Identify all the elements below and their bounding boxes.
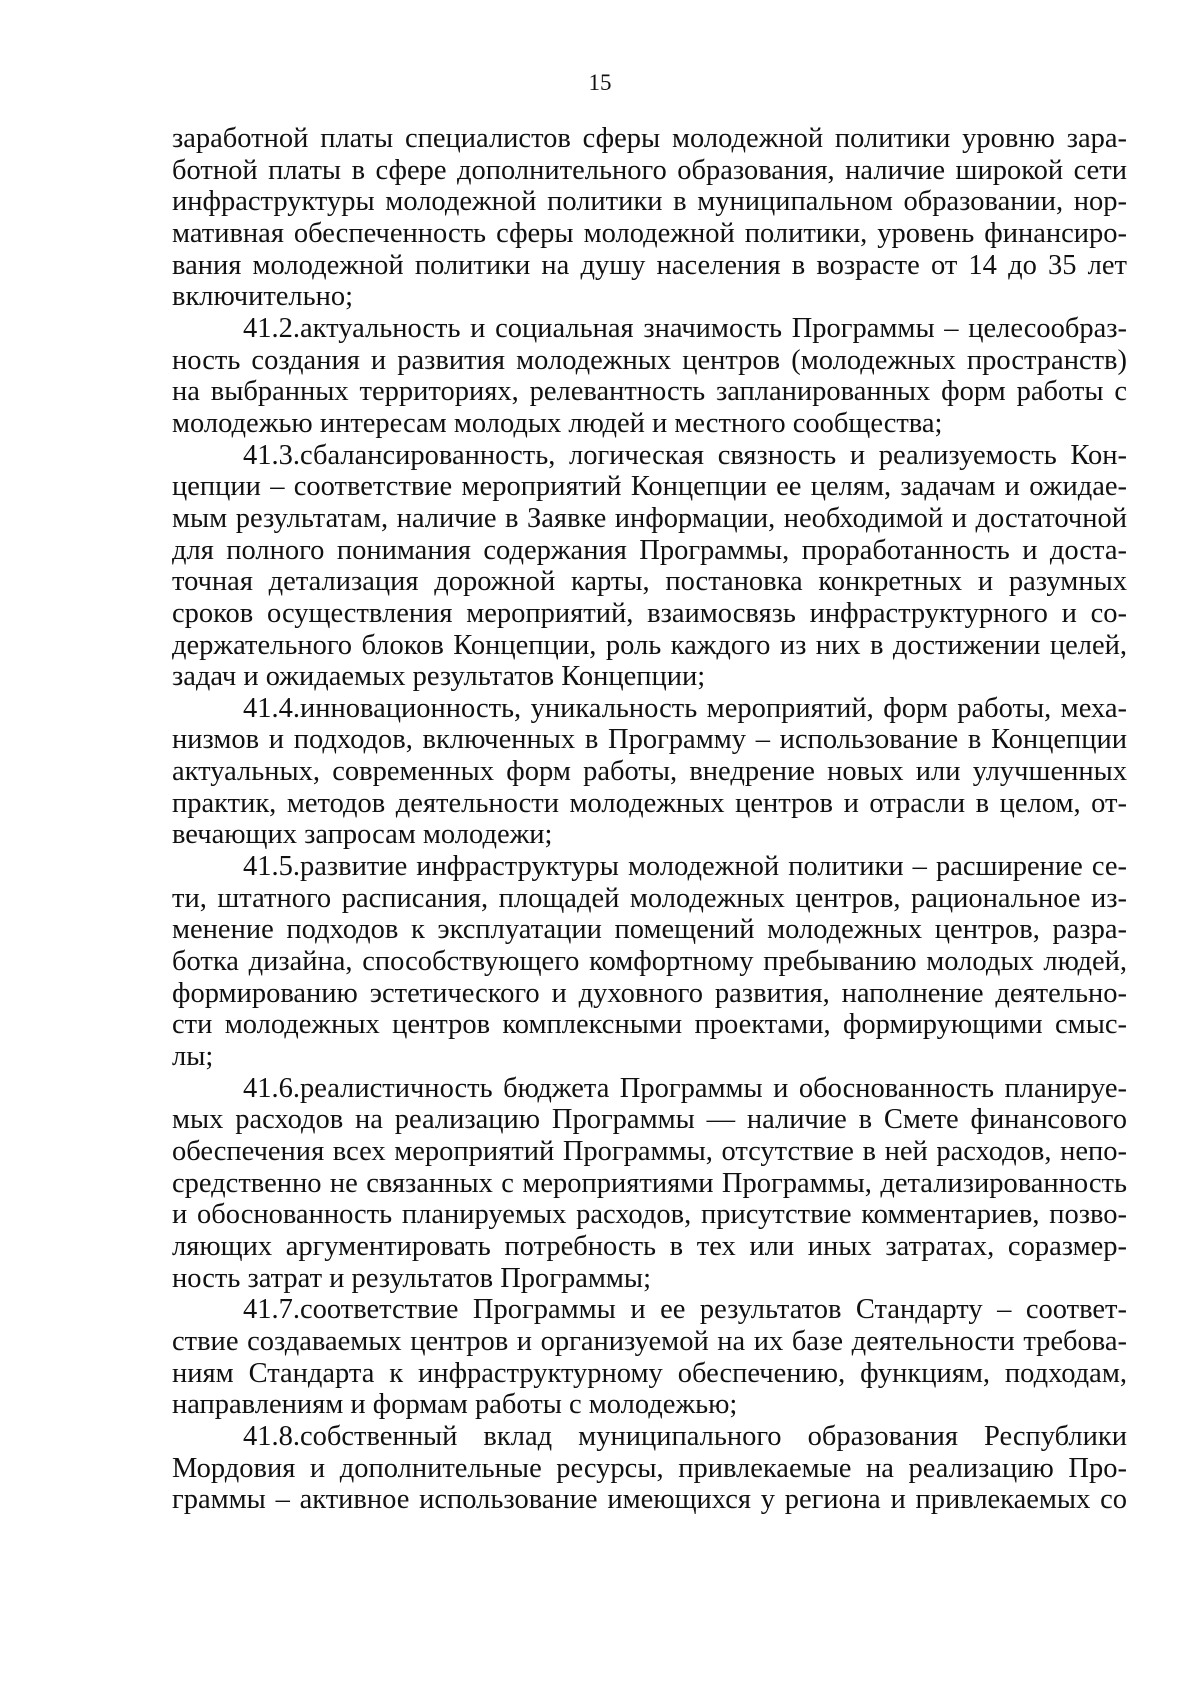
text-line: ти, штатного расписания, площадей молодежных центров, рациональное из- xyxy=(172,882,1127,914)
text-line: 41.2.актуальность и социальная значимость Программы – целесообраз- xyxy=(243,312,1127,344)
text-line: менение подходов к эксплуатации помещений молодежных центров, разра- xyxy=(172,914,1127,946)
text-line: включительно; xyxy=(172,281,354,313)
paragraph-41-7 xyxy=(172,1294,1127,1421)
document-body xyxy=(172,123,1127,1516)
paragraph-41-3 xyxy=(172,440,1127,693)
paragraph-41-6 xyxy=(172,1073,1127,1295)
text-line: обеспечения всех мероприятий Программы, отсутствие в ней расходов, непо- xyxy=(172,1136,1127,1167)
text-line: и обоснованность планируемых расходов, присутствие комментариев, позво- xyxy=(172,1199,1127,1231)
text-line: инфраструктуры молодежной политики в муниципальном образовании, нор- xyxy=(172,186,1127,218)
text-line: молодежью интересам молодых людей и местного сообщества; xyxy=(172,407,943,439)
text-line: ботной платы в сфере дополнительного образования, наличие широкой сети xyxy=(172,154,1127,186)
text-line: сроков осуществления мероприятий, взаимосвязь инфраструктурного и со- xyxy=(172,597,1127,629)
text-line: актуальных, современных форм работы, внедрение новых или улучшенных xyxy=(172,756,1127,788)
text-line: вания молодежной политики на душу населения в возрасте от 14 до 35 лет xyxy=(172,249,1127,281)
text-line: ствие создаваемых центров и организуемой на их базе деятельности требова- xyxy=(172,1325,1127,1357)
text-line: мативная обеспеченность сферы молодежной политики, уровень финансиро- xyxy=(172,217,1127,249)
text-line: Мордовия и дополнительные ресурсы, привлекаемые на реализацию Про- xyxy=(172,1452,1127,1484)
paragraph-41-4 xyxy=(172,693,1127,851)
text-line: на выбранных территориях, релевантность запланированных форм работы с xyxy=(172,376,1127,408)
text-line: заработной платы специалистов сферы молодежной политики уровню зара- xyxy=(172,123,1127,154)
text-line: 41.7.соответствие Программы и ее результатов Стандарту – соответ- xyxy=(243,1294,1127,1326)
text-line: направлениям и формам работы с молодежью; xyxy=(172,1389,738,1421)
page-number: 15 xyxy=(588,70,612,95)
text-line: 41.8.собственный вклад муниципального образования Республики xyxy=(243,1420,1127,1452)
text-line: низмов и подходов, включенных в Программу – использование в Концепции xyxy=(172,724,1127,756)
text-line: 41.3.сбалансированность, логическая связность и реализуемость Кон- xyxy=(243,439,1127,471)
text-line: задач и ожидаемых результатов Концепции; xyxy=(172,661,706,693)
text-line: формированию эстетического и духовного развития, наполнение деятельно- xyxy=(172,977,1127,1009)
text-line: средственно не связанных с мероприятиями Программы, детализированность xyxy=(172,1167,1127,1199)
text-line: ляющих аргументировать потребность в тех или иных затратах, соразмер- xyxy=(172,1230,1127,1262)
text-line: точная детализация дорожной карты, постановка конкретных и разумных xyxy=(172,566,1127,598)
text-line: ботка дизайна, способствующего комфортному пребыванию молодых людей, xyxy=(172,946,1127,978)
paragraph-41-8 xyxy=(172,1421,1127,1516)
paragraph-continuation xyxy=(172,123,1127,313)
text-line: 41.4.инновационность, уникальность мероприятий, форм работы, меха- xyxy=(243,692,1127,724)
text-line: практик, методов деятельности молодежных центров и отрасли в целом, от- xyxy=(172,787,1127,819)
text-line: 41.5.развитие инфраструктуры молодежной политики – расширение се- xyxy=(243,851,1127,883)
text-line: ность создания и развития молодежных центров (молодежных пространств) xyxy=(172,344,1127,376)
text-line: лы; xyxy=(172,1041,214,1073)
text-line: 41.6.реалистичность бюджета Программы и обоснованность планируе- xyxy=(243,1072,1127,1104)
text-line: ниям Стандарта к инфраструктурному обеспечению, функциям, подходам, xyxy=(172,1357,1127,1389)
paragraph-41-5 xyxy=(172,851,1127,1073)
text-line: граммы – активное использование имеющихся у региона и привлекаемых со xyxy=(172,1484,1127,1516)
text-line: для полного понимания содержания Программы, проработанность и доста- xyxy=(172,534,1127,566)
text-line: цепции – соответствие мероприятий Концепции ее целям, задачам и ожидае- xyxy=(172,471,1127,503)
text-line: мым результатам, наличие в Заявке информации, необходимой и достаточной xyxy=(172,502,1127,534)
text-line: ность затрат и результатов Программы; xyxy=(172,1262,652,1294)
text-line: мых расходов на реализацию Программы — наличие в Смете финансового xyxy=(172,1104,1127,1136)
text-line: вечающих запросам молодежи; xyxy=(172,819,553,851)
paragraph-41-2 xyxy=(172,313,1127,440)
text-line: сти молодежных центров комплексными проектами, формирующими смыс- xyxy=(172,1009,1127,1041)
text-line: держательного блоков Концепции, роль каждого из них в достижении целей, xyxy=(172,629,1127,661)
